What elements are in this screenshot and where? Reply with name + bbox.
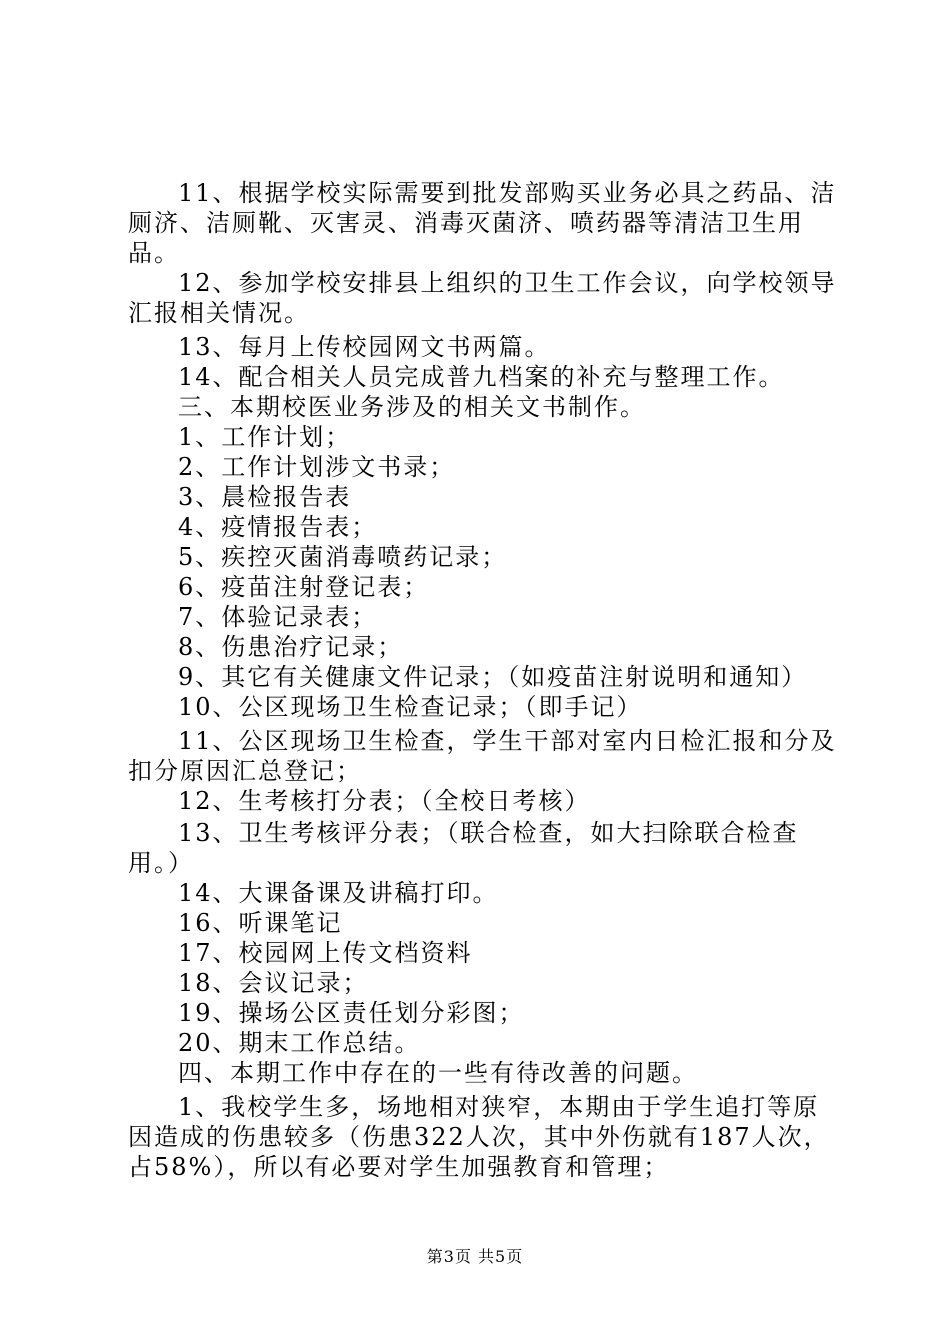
paragraph-item-13-upload: 13、每月上传校园网文书两篇。 bbox=[178, 333, 551, 361]
list-item: 1、工作计划； bbox=[178, 423, 352, 451]
list-item: 20、期末工作总结。 bbox=[178, 1029, 421, 1057]
list-item: 1、我校学生多，场地相对狭窄，本期由于学生追打等原因造成的伤患较多（伤患322人次，其中外伤就有187人次，占58%），所以有必要对学生加强教育和管理； bbox=[128, 1093, 830, 1181]
list-item: 17、校园网上传文档资料 bbox=[178, 939, 473, 967]
section-heading-3: 三、本期校医业务涉及的相关文书制作。 bbox=[178, 393, 646, 421]
list-item: 9、其它有关健康文件记录；（如疫苗注射说明和通知） bbox=[178, 663, 808, 691]
list-item: 19、操场公区责任划分彩图； bbox=[178, 999, 525, 1027]
list-item: 12、生考核打分表；（全校日考核） bbox=[178, 787, 591, 815]
paragraph-item-11-supplies: 11、根据学校实际需要到批发部购买业务必具之药品、洁厕济、洁厕靴、灭害灵、消毒灭菌济、喷药器等清洁卫生用品。 bbox=[128, 179, 837, 267]
list-item: 7、体验记录表； bbox=[178, 603, 378, 631]
list-item: 3、晨检报告表 bbox=[178, 483, 352, 511]
list-item: 13、卫生考核评分表；（联合检查，如大扫除联合检查用。） bbox=[128, 819, 799, 877]
list-item: 2、工作计划涉文书录； bbox=[178, 453, 456, 481]
list-item: 8、伤患治疗记录； bbox=[178, 633, 404, 661]
list-item: 10、公区现场卫生检查记录；（即手记） bbox=[178, 693, 643, 721]
list-item: 14、大课备课及讲稿打印。 bbox=[178, 879, 499, 907]
section-heading-4: 四、本期工作中存在的一些有待改善的问题。 bbox=[178, 1059, 698, 1087]
page-footer: 第3页 共5页 bbox=[426, 1247, 524, 1266]
list-item: 6、疫苗注射登记表； bbox=[178, 573, 430, 601]
list-item: 4、疫情报告表； bbox=[178, 513, 378, 541]
paragraph-item-14-archive: 14、配合相关人员完成普九档案的补充与整理工作。 bbox=[178, 363, 785, 391]
list-item: 5、疾控灭菌消毒喷药记录； bbox=[178, 543, 508, 571]
paragraph-item-12-meeting: 12、参加学校安排县上组织的卫生工作会议，向学校领导汇报相关情况。 bbox=[128, 269, 837, 327]
list-item: 11、公区现场卫生检查，学生干部对室内日检汇报和分及扣分原因汇总登记； bbox=[128, 727, 837, 785]
list-item: 16、听课笔记 bbox=[178, 909, 343, 937]
list-item: 18、会议记录； bbox=[178, 969, 369, 997]
